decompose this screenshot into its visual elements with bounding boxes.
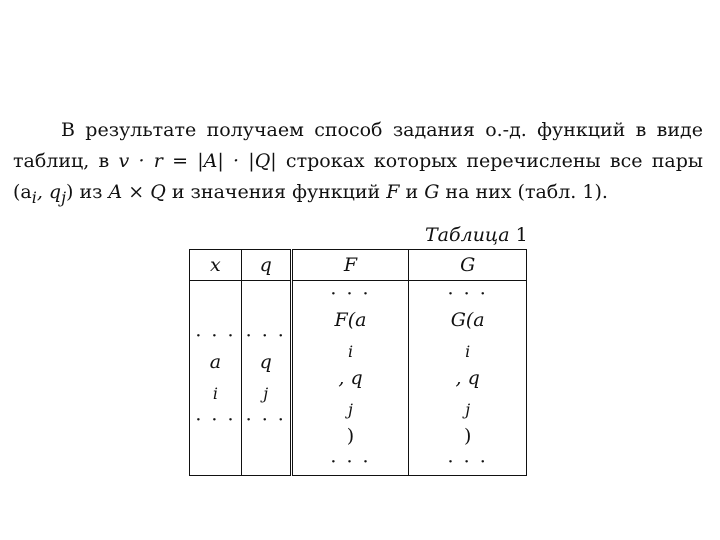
table-body-row (190, 281, 527, 476)
ellipsis-bottom: · · · (245, 408, 286, 431)
paragraph-text: и (399, 181, 425, 203)
ellipsis-top: · · · (245, 324, 286, 347)
formula-vr-equals-AQ: v · r = |A| · |Q| (118, 150, 277, 172)
symbol-q-j: q $_j$ (259, 350, 272, 403)
header-G: G (409, 250, 527, 281)
header-x: x (190, 250, 242, 281)
paragraph-line-2 (13, 146, 703, 177)
symbol-G: G (424, 181, 440, 203)
cell-G (409, 281, 527, 476)
paragraph-text: на них (табл. 1). (439, 181, 608, 203)
ellipsis-bottom: · · · (330, 450, 371, 473)
table-header-row (190, 250, 527, 281)
paragraph-text: и значения функций (165, 181, 387, 203)
ellipsis-bottom: · · · (447, 450, 488, 473)
symbol-F: F (386, 181, 400, 203)
formula-G-ai-qj: G(a $_i$ , q $_j$ ) (450, 309, 485, 447)
table-caption-label: Таблица (425, 224, 510, 246)
header-q: q (241, 250, 291, 281)
ellipsis-top: · · · (447, 283, 488, 305)
formula-F-ai-qj: F(a $_i$ , q $_j$ ) (334, 309, 367, 447)
ellipsis-top: · · · (195, 324, 236, 347)
body-paragraph (13, 115, 703, 213)
paragraph-line-1: В результате получаем способ задания о.-д. функций в виде (61, 119, 703, 141)
formula-AxQ: A × Q (108, 181, 166, 203)
cell-x (190, 281, 242, 476)
paragraph-line-3 (13, 177, 703, 213)
header-F: F (291, 250, 409, 281)
table-caption (425, 224, 528, 246)
function-table (189, 249, 527, 476)
symbol-a-i: a $_i$ (209, 350, 222, 403)
table-caption-number: 1 (515, 224, 528, 246)
ellipsis-bottom: · · · (195, 408, 236, 431)
paragraph-text: таблиц, в (13, 150, 119, 172)
ellipsis-top: · · · (330, 283, 371, 305)
paragraph-text: из (73, 181, 109, 203)
cell-q (241, 281, 291, 476)
cell-F (291, 281, 409, 476)
paragraph-text: строках которых перечислены все пары (276, 150, 703, 172)
formula-pair: ($a_i$, $q_j$) (13, 181, 74, 207)
